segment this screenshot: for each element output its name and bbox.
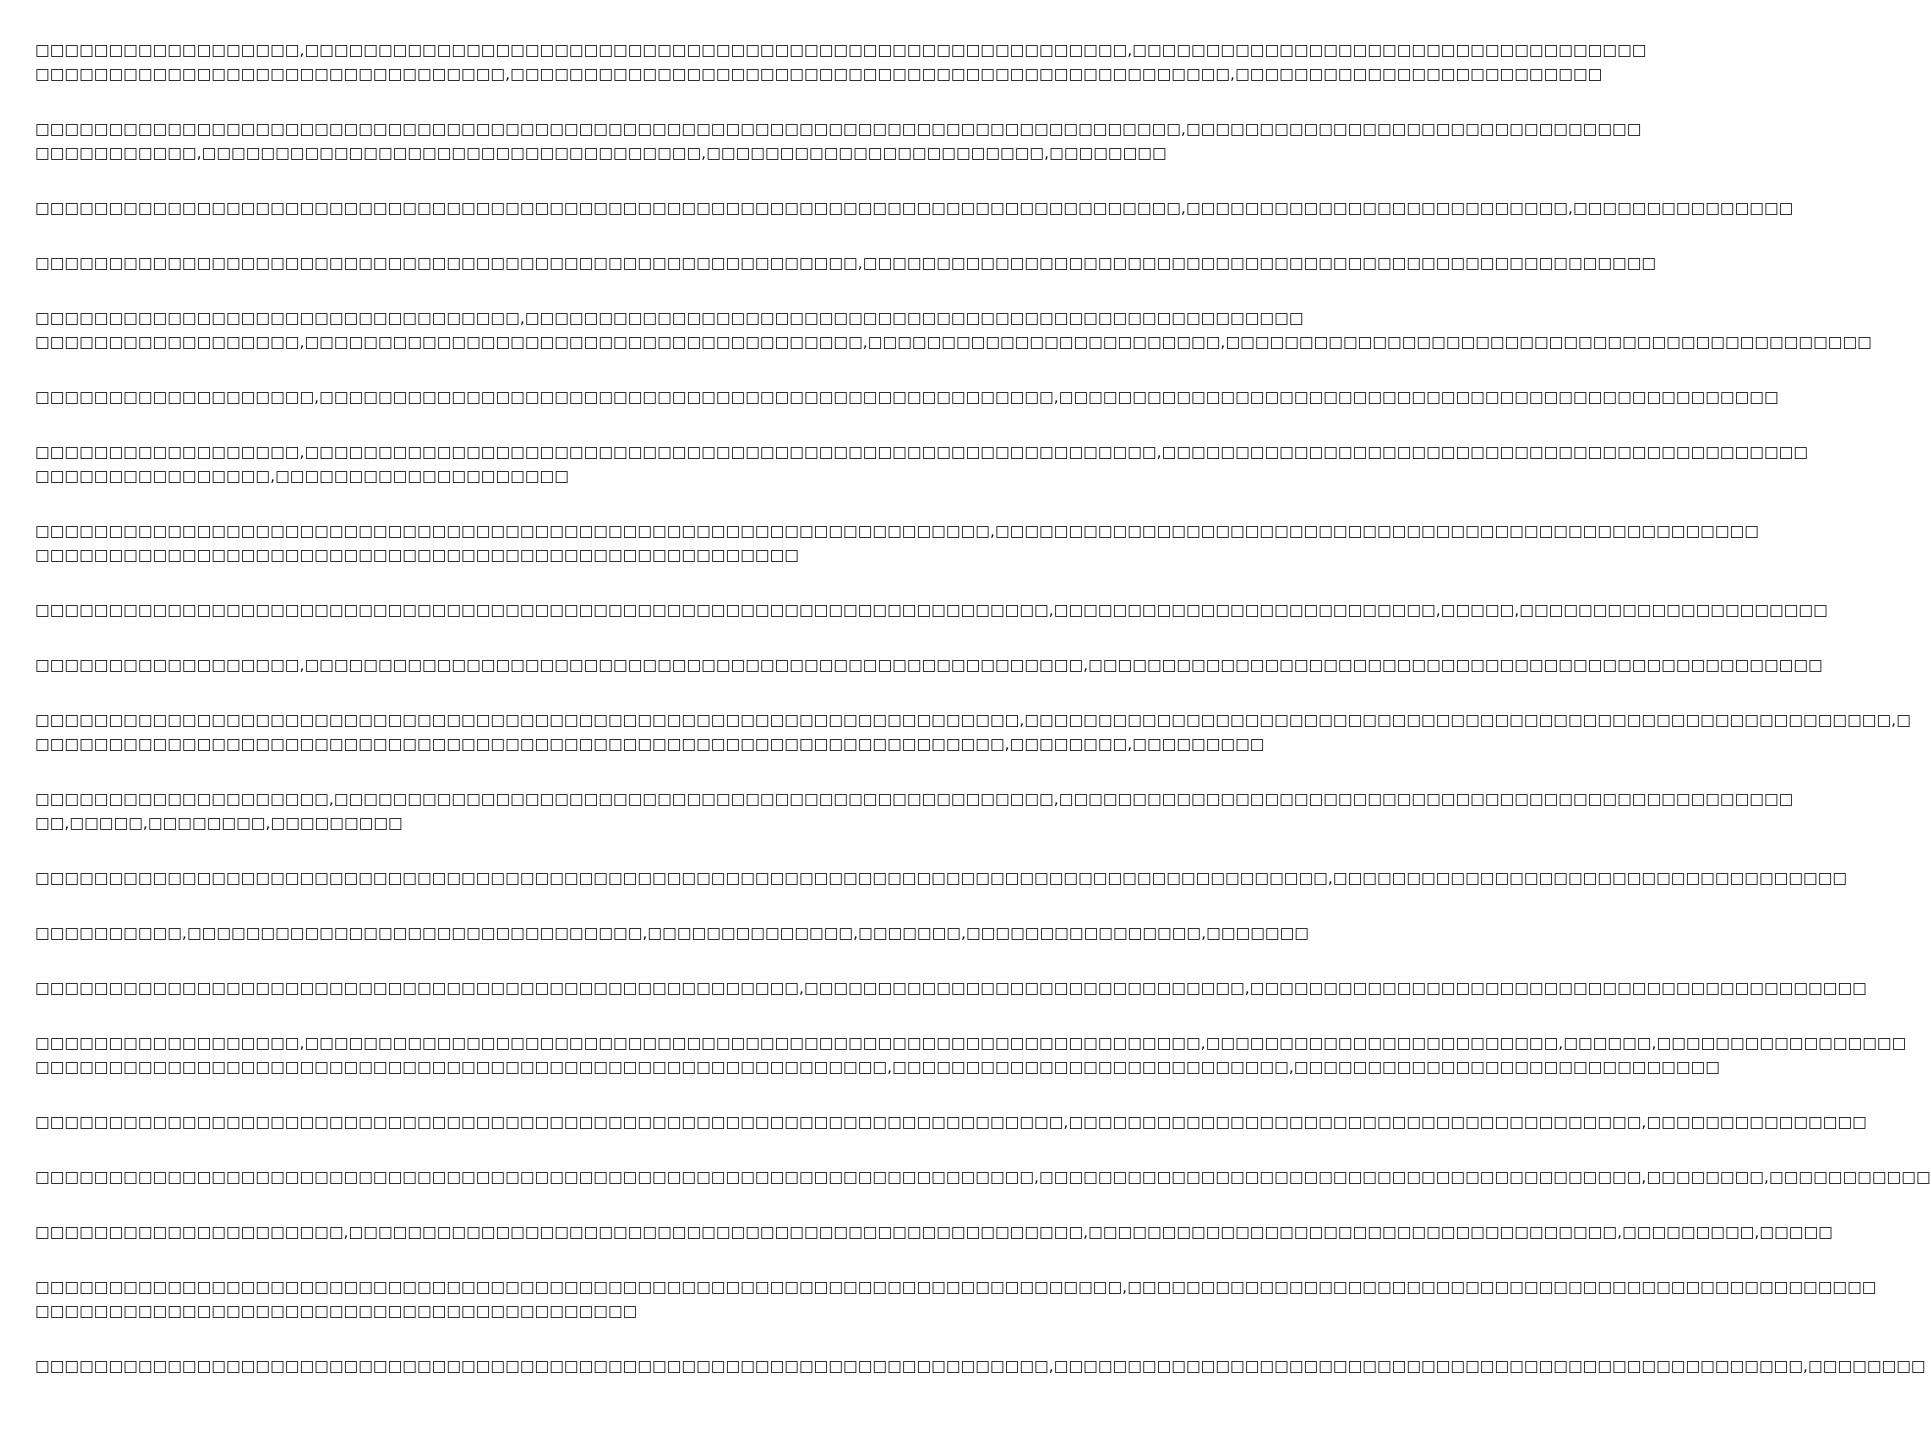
text-line: □□□□□□□□□□□,□□□□□□□□□□□□□□□□□□□□□□□□□□□□□□□□□□,□□□□□□□□□□□□□□□□□□□□□□□,□□□□□□□□ <box>35 144 1167 162</box>
text-line: □□□□□□□□□□□□□□□□□□,□□□□□□□□□□□□□□□□□□□□□□□□□□□□□□□□□□□□□□□□□□□□□□□□□□□□□□□□□□□□□,□□□□□□□□□□□□□□□□□□□□□□□□,□□□□□□,□□□□□□□□□□□□□□□□□ <box>35 1034 1907 1052</box>
paragraph <box>35 440 1809 488</box>
paragraph <box>35 598 1828 622</box>
text-line: □□□□□□□□□□□□□□□□□□□□□□□□□□□□□□□□□□□□□□□□□□□□□□□□□□□□□□□□□□□□□□□□□□□□□□□□□□,□□□□□□□□□□□□□□□□□□□□□□□□□□□□□□□□□□□□□□□□□□□□□□□□□□□ <box>35 1278 1877 1296</box>
paragraph <box>35 1110 1867 1134</box>
text-line: □□□□□□□□□□□□□□□□□□□□□□□□□□□□□□□□□,□□□□□□□□□□□□□□□□□□□□□□□□□□□□□□□□□□□□□□□□□□□□□□□□□□□□□ <box>35 309 1304 327</box>
text-line: □□□□□□□□□□□□□□□□□□□□□□□□□□□□□□□□□□□□□□□□□□□□□□□□□□□□□□□□□□□□□□□□□□□□□□□□□□□□□□□□□□□□□□□□,□□□□□□□□□□□□□□□□□□□□□□□□□□□□□□□□□□□ <box>35 869 1848 887</box>
paragraph <box>35 196 1794 220</box>
text-line: □□□□□□□□□□□□□□□□□□□□□□□□□□□□□□□□□□□□□□□□□ <box>35 1302 638 1320</box>
document-body <box>35 38 1931 1378</box>
text-line: □□□□□□□□□□□□□□□□□□□□□□□□□□□□□□□□□□□□□□□□□□□□□□□□□□□□□□□□□□□□□□□□□□□□□,□□□□□□□□□□□□□□□□□□□□□□□□□□□□□□□□□□□□□□□□□□□□□□□□□□□,□□□□□□□□ <box>35 1357 1926 1375</box>
text-line: □□□□□□□□□□□□□□□□□□,□□□□□□□□□□□□□□□□□□□□□□□□□□□□□□□□□□□□□□□□□□□□□□□□□□□□□□□□,□□□□□□□□□□□□□□□□□□□□□□□□□□□□□□□□□□□ <box>35 41 1647 59</box>
text-line: □□□□□□□□□□□□□□□□□□□□□□□□□□□□□□□□□□□□□□□□□□□□□□□□□□□□ <box>35 546 799 564</box>
paragraph <box>35 866 1848 890</box>
text-line: □□□□□□□□□□□□□□□□□□□□□□□□□□□□□□□□□□□□□□□□□□□□□□□□□□□□□□□□□□□□□□□□□□□□□,□□□□□□□□□□□□□□□□□□□□□□□□□□,□□□□□,□□□□□□□□□□□□□□□□□□□□□ <box>35 601 1828 619</box>
text-line: □□,□□□□□,□□□□□□□□,□□□□□□□□□ <box>35 814 403 832</box>
text-line: □□□□□□□□□□□□□□□□□□□,□□□□□□□□□□□□□□□□□□□□□□□□□□□□□□□□□□□□□□□□□□□□□□□□□□,□□□□□□□□□□□□□□□□□□□□□□□□□□□□□□□□□□□□□□□□□□□□□□□□□ <box>35 388 1779 406</box>
paragraph <box>35 251 1657 275</box>
paragraph <box>35 1165 1931 1189</box>
text-line: □□□□□□□□□□□□□□□□□□□□□□□□□□□□□□□□□□□□□□□□□□□□□□□□□□□□□□□□□□□□□□□□□□,□□□□□□□□,□□□□□□□□□ <box>35 735 1265 753</box>
paragraph <box>35 1275 1877 1323</box>
text-line: □□□□□□□□□□□□□□□□□□□□□□□□□□□□□□□□□□□□□□□□□□□□□□□□□□□□□□□□□□□□□□□□□,□□□□□□□□□□□□□□□□□□□□□□□□□□□□□□□□□□□□□□□□□□□□□□□□□□□□ <box>35 522 1759 540</box>
text-line: □□□□□□□□□□□□□□□□□□□□□□□□□□□□□□□□,□□□□□□□□□□□□□□□□□□□□□□□□□□□□□□□□□□□□□□□□□□□□□□□□□,□□□□□□□□□□□□□□□□□□□□□□□□□ <box>35 65 1603 83</box>
paragraph <box>35 921 1309 945</box>
paragraph <box>35 1031 1907 1079</box>
paragraph <box>35 117 1642 165</box>
paragraph <box>35 519 1759 567</box>
paragraph <box>35 385 1779 409</box>
paragraph <box>35 976 1867 1000</box>
paragraph <box>35 38 1647 86</box>
text-line: □□□□□□□□□□□□□□□□□□□□□□□□□□□□□□□□□□□□□□□□□□□□□□□□□□□□□□□□□□□□□□□□□□□□□□□□□□□□□□,□□□□□□□□□□□□□□□□□□□□□□□□□□□□□□□ <box>35 120 1642 138</box>
paragraph <box>35 708 1911 756</box>
paragraph <box>35 787 1794 835</box>
text-line: □□□□□□□□□□□□□□□□□□□□□□□□□□□□□□□□□□□□□□□□□□□□□□□□□□□□□□□□□□,□□□□□□□□□□□□□□□□□□□□□□□□□□□,□□□□□□□□□□□□□□□□□□□□□□□□□□□□□ <box>35 1058 1720 1076</box>
text-line: □□□□□□□□□□□□□□□□□□□□□□□□□□□□□□□□□□□□□□□□□□□□□□□□□□□□□□□□□□□□□□□□□□□□□□□□□□□□□□,□□□□□□□□□□□□□□□□□□□□□□□□□□,□□□□□□□□□□□□□□□ <box>35 199 1794 217</box>
text-line: □□□□□□□□□□□□□□□□□□,□□□□□□□□□□□□□□□□□□□□□□□□□□□□□□□□□□□□□□□□□□□□□□□□□□□□□□□□□□,□□□□□□□□□□□□□□□□□□□□□□□□□□□□□□□□□□□□□□□□□□□□ <box>35 443 1809 461</box>
text-line: □□□□□□□□□□□□□□□□□□□□□□□□□□□□□□□□□□□□□□□□□□□□□□□□□□□□□□□□□□□□□□□□□□□,□□□□□□□□□□□□□□□□□□□□□□□□□□□□□□□□□□□□□□□□□□□□□□□□□□□□□□□□□□□,□ <box>35 711 1911 729</box>
text-line: □□□□□□□□□□,□□□□□□□□□□□□□□□□□□□□□□□□□□□□□□□,□□□□□□□□□□□□□□,□□□□□□□,□□□□□□□□□□□□□□□□,□□□□□□□ <box>35 924 1309 942</box>
text-line: □□□□□□□□□□□□□□□□□□□□□□□□□□□□□□□□□□□□□□□□□□□□□□□□□□□□□□□□□□□□□□□□□□□□□□,□□□□□□□□□□□□□□□□□□□□□□□□□□□□□□□□□□□□□□□,□□□□□□□□□□□□□□□ <box>35 1113 1867 1131</box>
text-line: □□□□□□□□□□□□□□□□□□□□□,□□□□□□□□□□□□□□□□□□□□□□□□□□□□□□□□□□□□□□□□□□□□□□□□□□,□□□□□□□□□□□□□□□□□□□□□□□□□□□□□□□□□□□□,□□□□□□□□□,□□□□□ <box>35 1223 1833 1241</box>
text-line: □□□□□□□□□□□□□□□□□□,□□□□□□□□□□□□□□□□□□□□□□□□□□□□□□□□□□□□□□,□□□□□□□□□□□□□□□□□□□□□□□□,□□□□□□□□□□□□□□□□□□□□□□□□□□□□□□□□□□□□□□□□□□□□ <box>35 333 1872 351</box>
text-line: □□□□□□□□□□□□□□□□□□□□□□□□□□□□□□□□□□□□□□□□□□□□□□□□□□□□□□□□,□□□□□□□□□□□□□□□□□□□□□□□□□□□□□□□□□□□□□□□□□□□□□□□□□□□□□□ <box>35 254 1657 272</box>
text-line: □□□□□□□□□□□□□□□□,□□□□□□□□□□□□□□□□□□□□ <box>35 467 569 485</box>
paragraph <box>35 1220 1833 1244</box>
text-line: □□□□□□□□□□□□□□□□□□□□,□□□□□□□□□□□□□□□□□□□□□□□□□□□□□□□□□□□□□□□□□□□□□□□□□,□□□□□□□□□□□□□□□□□□□□□□□□□□□□□□□□□□□□□□□□□□□□□□□□□□ <box>35 790 1794 808</box>
text-line: □□□□□□□□□□□□□□□□□□□□□□□□□□□□□□□□□□□□□□□□□□□□□□□□□□□□,□□□□□□□□□□□□□□□□□□□□□□□□□□□□□□,□□□□□□□□□□□□□□□□□□□□□□□□□□□□□□□□□□□□□□□□□□ <box>35 979 1867 997</box>
paragraph <box>35 306 1872 354</box>
paragraph <box>35 653 1823 677</box>
text-line: □□□□□□□□□□□□□□□□□□,□□□□□□□□□□□□□□□□□□□□□□□□□□□□□□□□□□□□□□□□□□□□□□□□□□□□□,□□□□□□□□□□□□□□□□□□□□□□□□□□□□□□□□□□□□□□□□□□□□□□□□□□ <box>35 656 1823 674</box>
text-line: □□□□□□□□□□□□□□□□□□□□□□□□□□□□□□□□□□□□□□□□□□□□□□□□□□□□□□□□□□□□□□□□□□□□,□□□□□□□□□□□□□□□□□□□□□□□□□□□□□□□□□□□□□□□□□,□□□□□□□□,□□□□□□□□□□□ <box>35 1168 1931 1186</box>
paragraph <box>35 1354 1926 1378</box>
